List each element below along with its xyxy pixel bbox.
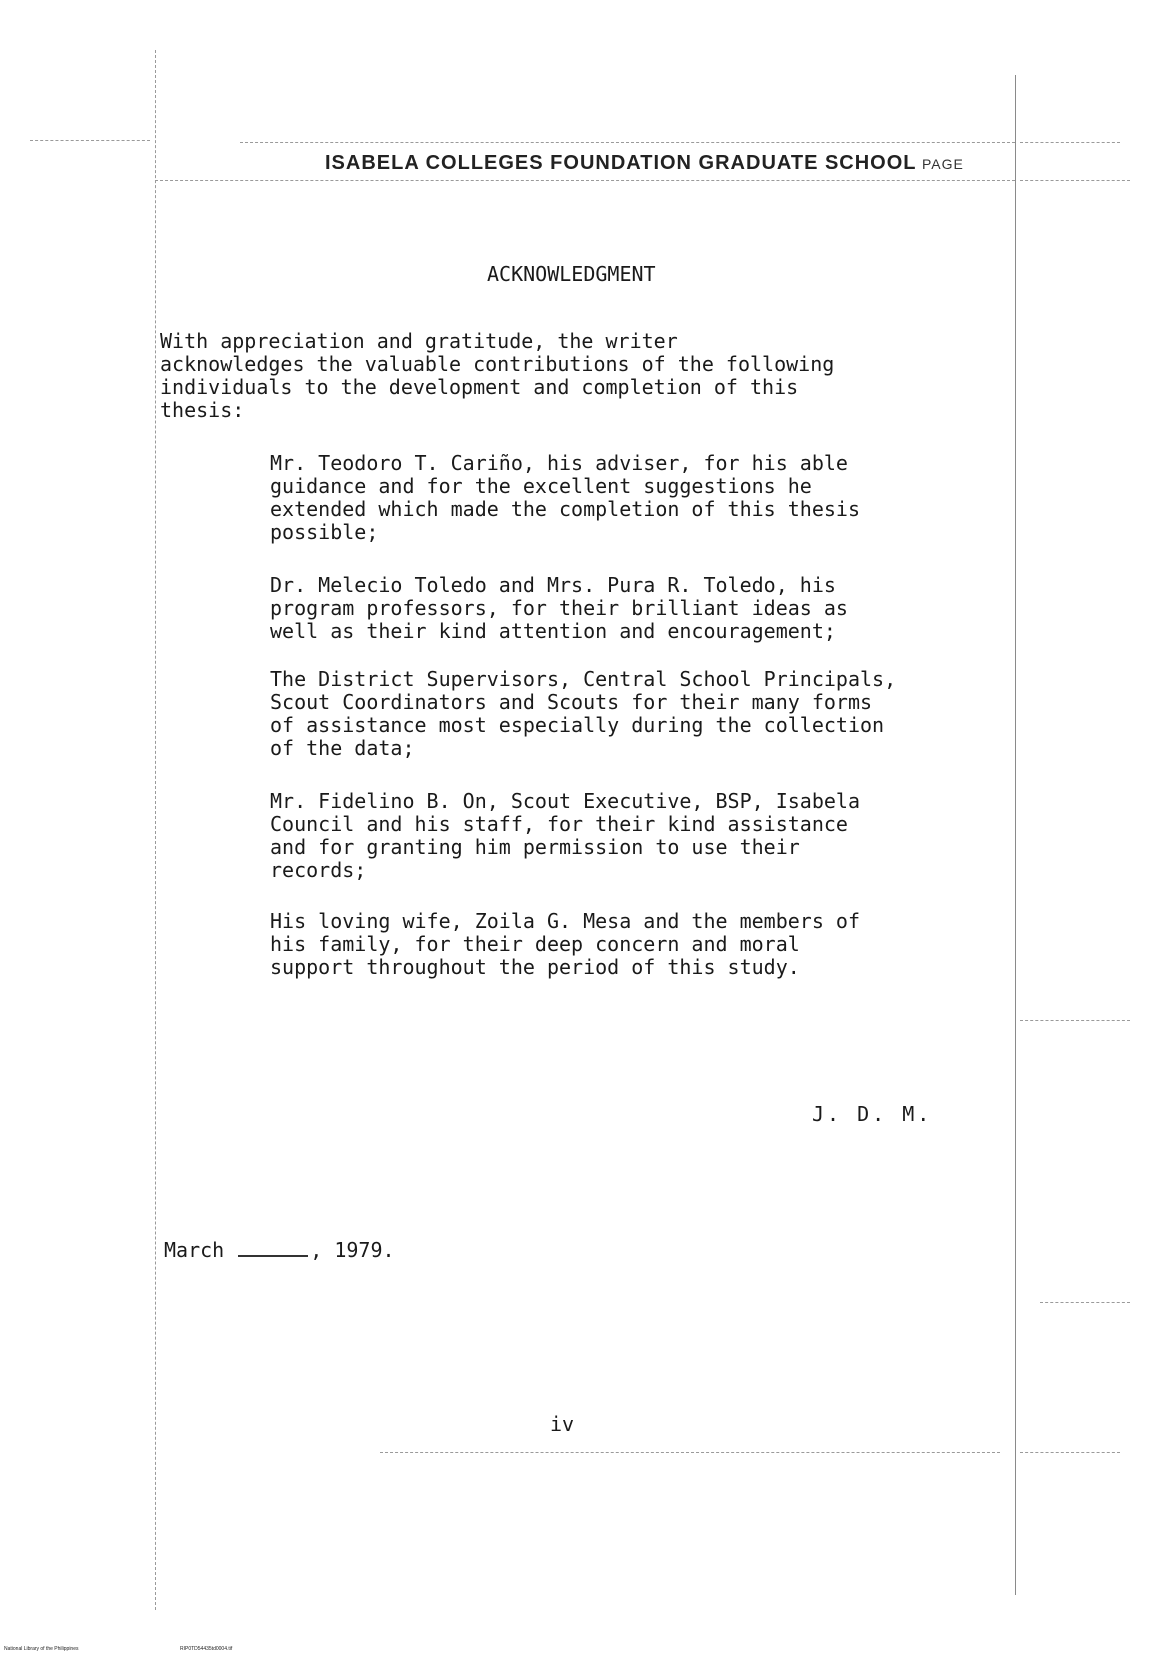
institution-header: ISABELA COLLEGES FOUNDATION GRADUATE SCHOOL — [325, 152, 917, 174]
page-label: PAGE — [922, 156, 964, 172]
header-bottom-rule — [155, 180, 1015, 181]
crop-mark-right-header — [1020, 180, 1130, 181]
page-title: ACKNOWLEDGMENT — [487, 262, 656, 286]
file-id: RIP0TD54435td0004.tif — [180, 1646, 233, 1652]
left-margin-line — [155, 50, 156, 1610]
page-number: iv — [550, 1412, 575, 1436]
date-line — [164, 1238, 395, 1262]
date-day-blank — [238, 1239, 308, 1257]
date-month: March — [164, 1238, 225, 1262]
library-credit: National Library of the Philippines — [4, 1646, 79, 1652]
acknowledgment-item: His loving wife, Zoila G. Mesa and the members of his family, for their deep concern and moral support throughout the period of this study. — [270, 909, 861, 979]
crop-mark-right-low — [1040, 1302, 1130, 1303]
intro-paragraph: With appreciation and gratitude, the writer acknowledges the valuable contributions of the following individuals to the development and completion of this thesis: — [160, 329, 835, 422]
crop-mark-right-top — [1020, 142, 1120, 143]
acknowledgment-item: Mr. Fidelino B. On, Scout Executive, BSP, Isabela Council and his staff, for their kind assistance and for granting him permission to use their records; — [270, 789, 861, 882]
signature-initials: J. D. M. — [812, 1102, 933, 1126]
crop-mark-right-bottom — [1020, 1452, 1120, 1453]
header-top-rule — [240, 142, 1015, 143]
date-year: , 1979. — [310, 1238, 395, 1262]
acknowledgment-item: The District Supervisors, Central School Principals, Scout Coordinators and Scouts for their many forms of assistance most especially during the collection of the data; — [270, 667, 897, 760]
acknowledgment-item: Dr. Melecio Toledo and Mrs. Pura R. Toledo, his program professors, for their brilliant ideas as well as their kind attention and encouragement; — [270, 573, 848, 643]
crop-mark-left — [30, 140, 150, 141]
crop-mark-right-mid — [1020, 1020, 1130, 1021]
acknowledgment-item: Mr. Teodoro T. Cariño, his adviser, for his able guidance and for the excellent suggestions he extended which made the completion of this thesis possible; — [270, 451, 861, 544]
bottom-rule — [380, 1452, 1000, 1453]
